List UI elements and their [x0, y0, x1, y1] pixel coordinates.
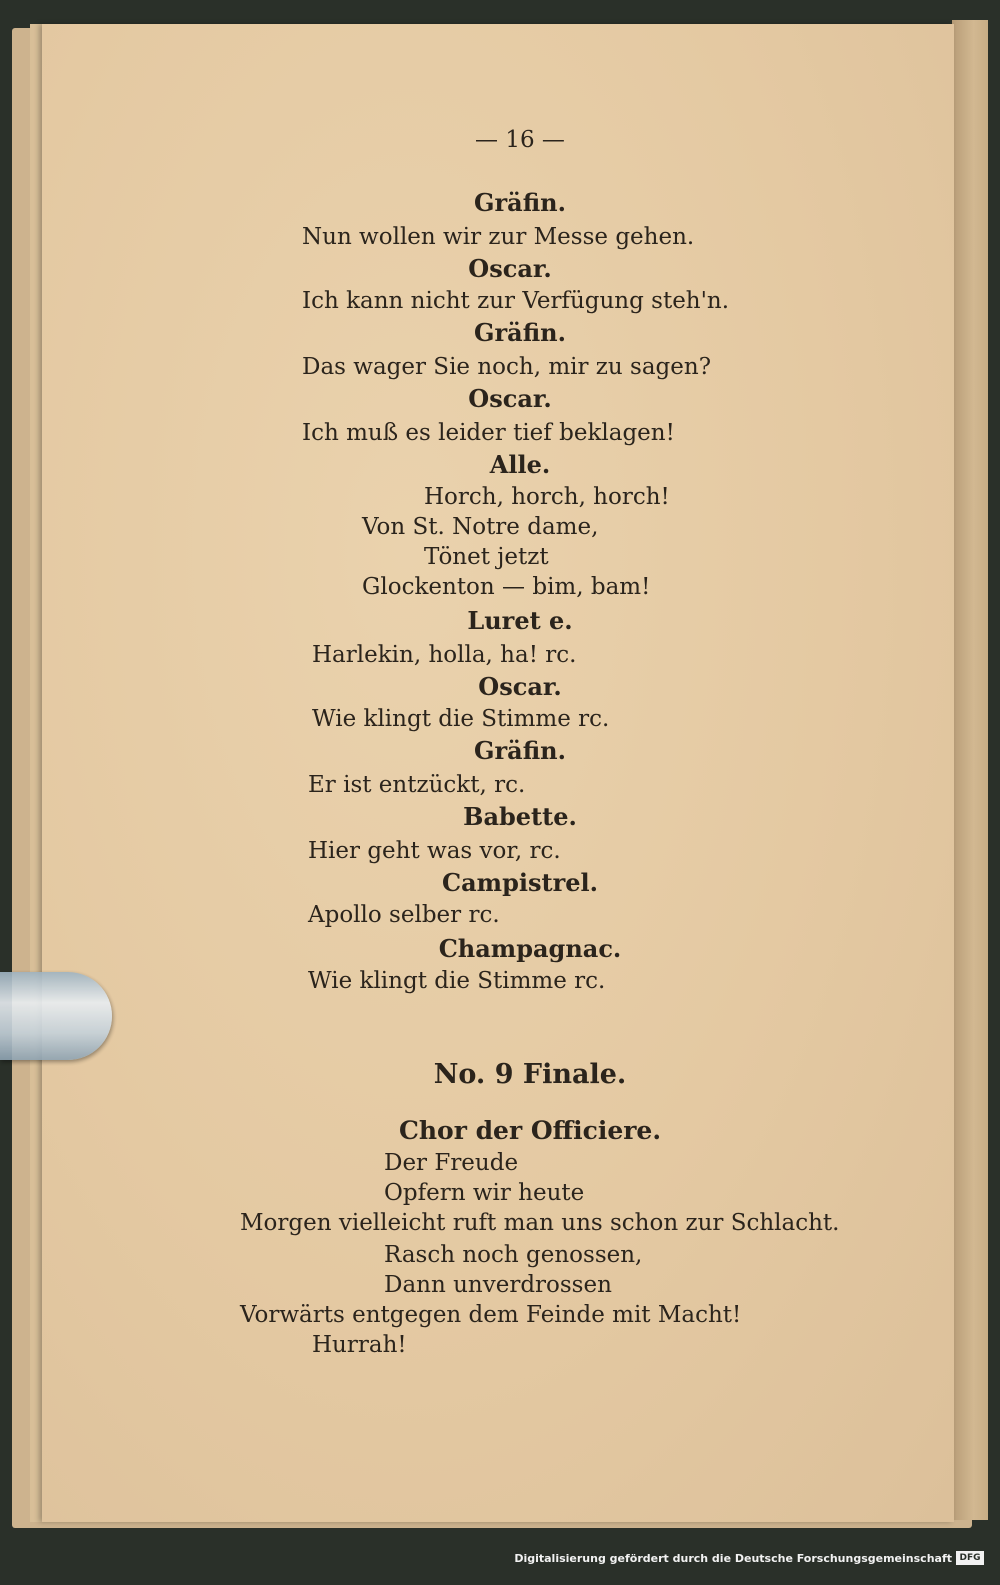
- dialogue-line: Er ist entzückt, rc.: [308, 772, 526, 798]
- chorus-line: Dann unverdrossen: [384, 1272, 612, 1298]
- dialogue-line: Apollo selber rc.: [308, 902, 500, 928]
- speaker-name: Oscar.: [478, 672, 562, 701]
- dialogue-line: Das wager Sie noch, mir zu sagen?: [302, 354, 712, 380]
- page-tab-marker: [0, 972, 112, 1060]
- dialogue-line: Tönet jetzt: [424, 544, 549, 570]
- chorus-line: Opfern wir heute: [384, 1180, 585, 1206]
- page-number: — 16 —: [475, 127, 565, 153]
- speaker-name: Oscar.: [468, 384, 552, 413]
- chorus-speaker: Chor der Officiere.: [398, 1116, 662, 1145]
- speaker-name: Luret e.: [467, 606, 573, 635]
- dialogue-line: Ich kann nicht zur Verfügung steh'n.: [302, 288, 730, 314]
- chorus-line: Morgen vielleicht ruft man uns schon zur Schlacht.: [240, 1210, 840, 1236]
- chorus-line: Vorwärts entgegen dem Feinde mit Macht!: [240, 1302, 742, 1328]
- dialogue-line: Glockenton — bim, bam!: [362, 574, 651, 600]
- chorus-line: Rasch noch genossen,: [384, 1242, 643, 1268]
- speaker-name: Champagnac.: [438, 934, 622, 963]
- section-title: No. 9 Finale.: [433, 1059, 627, 1090]
- dfg-logo: DFG: [956, 1551, 984, 1565]
- chorus-line: Hurrah!: [312, 1332, 407, 1358]
- dialogue-line: Wie klingt die Stimme rc.: [308, 968, 606, 994]
- speaker-name: Gräfin.: [474, 318, 566, 347]
- dialogue-line: Nun wollen wir zur Messe gehen.: [302, 224, 695, 250]
- speaker-name: Oscar.: [468, 254, 552, 283]
- dialogue-line: Wie klingt die Stimme rc.: [312, 706, 610, 732]
- next-page-edge: [952, 20, 988, 1520]
- speaker-name: Gräfin.: [474, 736, 566, 765]
- dialogue-line: Ich muß es leider tief beklagen!: [302, 420, 675, 446]
- dialogue-line: Hier geht was vor, rc.: [308, 838, 561, 864]
- speaker-name: Gräfin.: [474, 188, 566, 217]
- chorus-line: Der Freude: [384, 1150, 519, 1176]
- speaker-name: Campistrel.: [442, 868, 598, 897]
- dialogue-line: Harlekin, holla, ha! rc.: [312, 642, 577, 668]
- speaker-name: Alle.: [489, 450, 551, 479]
- dialogue-line: Von St. Notre dame,: [362, 514, 599, 540]
- speaker-name: Babette.: [463, 802, 577, 831]
- dialogue-line: Horch, horch, horch!: [424, 484, 670, 510]
- digitization-credit: Digitalisierung gefördert durch die Deutsche Forschungsgemeinschaft: [514, 1552, 952, 1565]
